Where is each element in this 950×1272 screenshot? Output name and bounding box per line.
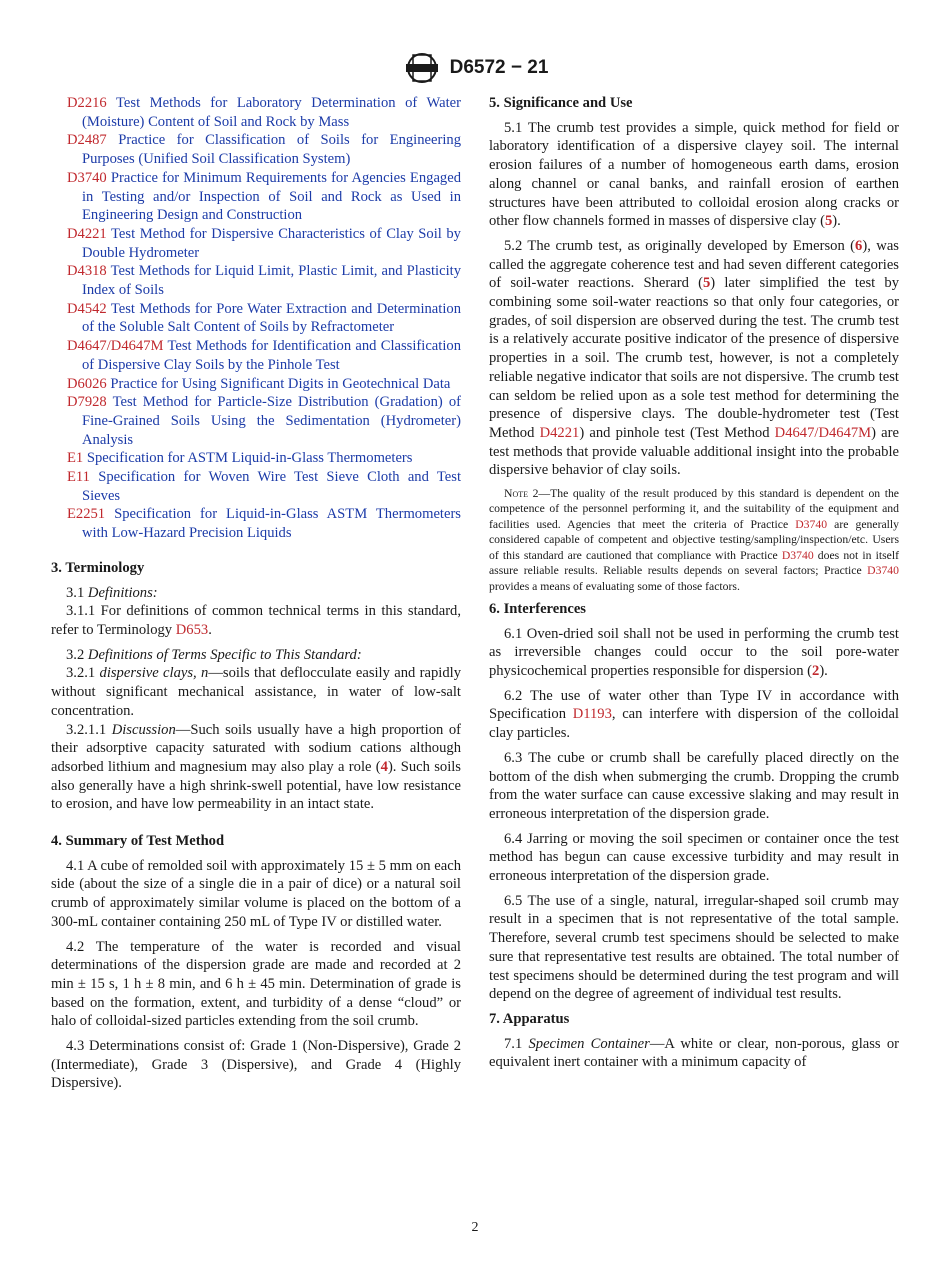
para-6-3: 6.3 The cube or crumb shall be carefully placed directly on the bottom of the dish when submerging the crumb. Dropping the crumb from the water surface can cause excessive slaking and may result in erroneous interpretation of the dispersion grade. [489, 749, 899, 822]
reference-title-link[interactable]: Practice for Using Significant Digits in Geotechnical Data [110, 375, 451, 392]
link-d3740[interactable]: D3740 [867, 564, 899, 578]
para-5-2: 5.2 The crumb test, as originally developed by Emerson (6), was called the aggregate coherence test and had seven different categories of soil-water reactions. Sherard (5) later simplified the test by combining some soil-water reactions so that only four categories, or grades, of soil dispersion are observed during the test. The crumb test is a relatively accurate positive indicator of the presence of dispersive properties in a soil. The crumb test, however, is not a completely reliable negative indicator that soils are not dispersive. The crumb test can seldom be relied upon as a sole test method for determining the presence of dispersive clays. The double-hydrometer test (Test Method D4221) and pinhole test (Test Method D4647/D4647M) are test methods that provide valuable additional insight into the probable dispersive behavior of clay soils. [489, 237, 899, 479]
reference-code-link[interactable]: D3740 [67, 169, 107, 186]
reference-item [51, 468, 461, 505]
reference-title-link[interactable]: Specification for Woven Wire Test Sieve Cloth and Test Sieves [82, 469, 461, 504]
reference-item [51, 262, 461, 299]
reference-code-link[interactable]: E1 [67, 450, 84, 467]
reference-item [51, 449, 461, 468]
reference-code-link[interactable]: D6026 [67, 375, 107, 392]
section-4-heading: 4. Summary of Test Method [51, 833, 225, 850]
citation-6[interactable]: 6 [855, 237, 863, 254]
reference-title-link[interactable]: Test Method for Particle-Size Distribution (Gradation) of Fine-Grained Soils Using the Sedimentation (Hydrometer) Analysis [82, 394, 461, 448]
para-3-1-1: 3.1.1 For definitions of common technical terms in this standard, refer to Terminology D653. [51, 603, 461, 638]
reference-code-link[interactable]: D4221 [67, 225, 107, 242]
reference-item [51, 505, 461, 542]
reference-code-link[interactable]: D4542 [67, 300, 107, 317]
link-d3740[interactable]: D3740 [781, 548, 814, 562]
reference-item [51, 225, 461, 262]
para-5-1: 5.1 The crumb test provides a simple, quick method for field or laboratory identification of a dispersive clayey soil. The internal erosion failures of a number of homogeneous earth dams, erosion along channel or canal banks, and rainfall erosion of earthen structures have been attributed to colloidal erosion along cracks or other flow channels formed in masses of dispersive clay (5). [489, 119, 899, 230]
page-header [0, 52, 950, 84]
reference-item [51, 131, 461, 168]
reference-item [51, 300, 461, 337]
section-7-heading: 7. Apparatus [489, 1010, 570, 1027]
reference-title-link[interactable]: Specification for ASTM Liquid-in-Glass Thermometers [86, 450, 413, 467]
para-4-1: 4.1 A cube of remolded soil with approximately 15 ± 5 mm on each side (about the size of a single die in a pair of dice) or a natural soil crumb of approximately similar volume is placed on the bottom of a 300-mL container containing 250 mL of Type IV or distilled water. [51, 857, 461, 930]
reference-title-link[interactable]: Test Method for Dispersive Characteristics of Clay Soil by Double Hydrometer [82, 225, 461, 261]
para-7-1: 7.1 Specimen Container—A white or clear, non-porous, glass or equivalent inert container with a minimum capacity of [489, 1035, 899, 1071]
citation-5[interactable]: 5 [702, 275, 711, 292]
reference-code-link[interactable]: D4318 [67, 263, 107, 280]
para-4-2: 4.2 The temperature of the water is recorded and visual determinations of the dispersion grade are made and recorded at 2 min ± 15 s, 1 h ± 8 min, and 6 h ± 45 min. Determination of grade is based on the formation, extent, and turbidity of a dense “cloud” or halo of colloidal-sized particles extending from the soil crumb. [51, 938, 461, 1030]
reference-item [51, 393, 461, 449]
reference-title-link[interactable]: Test Methods for Pore Water Extraction and Determination of the Soluble Salt Content of Soils by Refractometer [82, 300, 461, 336]
reference-code-link[interactable]: D2216 [67, 95, 107, 111]
para-6-4: 6.4 Jarring or moving the soil specimen or container once the test method has begun can cause excessive turbidity and may result in erroneous interpretation of the dispersion grade. [489, 830, 899, 885]
para-3-2: 3.2 Definitions of Terms Specific to This Standard: [66, 646, 362, 663]
para-6-1: 6.1 Oven-dried soil shall not be used in performing the crumb test as irreversible changes could occur to the soil pore-water physicochemical properties responsible for dispersion (2). [489, 625, 899, 680]
reference-item [51, 337, 461, 374]
para-3-1: 3.1 Definitions: [66, 584, 158, 601]
link-d3740[interactable]: D3740 [795, 517, 828, 531]
reference-code-link[interactable]: D7928 [67, 394, 107, 411]
note-2: Note 2—The quality of the result produced by this standard is dependent on the competence of the personnel performing it, and the suitability of the equipment and facilities used. Agencies that meet the criteria of Practice D3740 are generally considered capable of competent and objective testing/sampling/inspection/etc. Users of this standard are cautioned that compliance with Practice D3740 does not in itself assure reliable results. Reliable results depends on several factors; Practice D3740 provides a means of evaluating some of those factors. [489, 487, 899, 593]
reference-title-link[interactable]: Test Methods for Identification and Classification of Dispersive Clay Soils by the Pinhole Test [82, 338, 461, 373]
reference-title-link[interactable]: Test Methods for Laboratory Determination of Water (Moisture) Content of Soil and Rock by Mass [82, 95, 461, 130]
section-3-heading: 3. Terminology [51, 559, 145, 576]
reference-title-link[interactable]: Practice for Classification of Soils for Engineering Purposes (Unified Soil Classification System) [82, 132, 461, 168]
reference-code-link[interactable]: D2487 [67, 132, 107, 149]
link-d4647[interactable]: D4647/D4647M [774, 424, 872, 441]
para-6-2: 6.2 The use of water other than Type IV in accordance with Specification D1193, can interfere with dispersion of the colloidal clay particles. [489, 687, 899, 742]
standard-designation: D6572 − 21 [449, 57, 549, 78]
right-column [489, 94, 899, 1072]
section-5-heading: 5. Significance and Use [489, 95, 633, 111]
para-3-2-1: 3.2.1 dispersive clays, n—soils that deflocculate easily and rapidly without significant mechanical assistance, in water of low-salt concentration. [51, 665, 461, 719]
link-d653[interactable]: D653 [175, 621, 209, 638]
reference-list [51, 94, 461, 543]
para-4-3: 4.3 Determinations consist of: Grade 1 (Non-Dispersive), Grade 2 (Intermediate), Grade 3 (Dispersive), and Grade 4 (Highly Dispersive). [51, 1038, 461, 1092]
reference-item [51, 375, 461, 394]
link-d4221[interactable]: D4221 [539, 424, 580, 441]
astm-logo-icon [402, 52, 442, 84]
reference-code-link[interactable]: E2251 [67, 506, 106, 523]
citation-5[interactable]: 5 [824, 213, 833, 230]
page-number: 2 [471, 1220, 479, 1235]
reference-title-link[interactable]: Practice for Minimum Requirements for Agencies Engaged in Testing and/or Inspection of Soil and Rock as Used in Engineering Design and Construction [82, 169, 461, 224]
link-d1193[interactable]: D1193 [572, 706, 612, 723]
reference-code-link[interactable]: E11 [67, 469, 90, 486]
citation-4[interactable]: 4 [380, 758, 388, 775]
citation-2[interactable]: 2 [812, 663, 820, 680]
para-6-5: 6.5 The use of a single, natural, irregular-shaped soil crumb may result in a specimen that is not representative of the total sample. Therefore, several crumb test specimens should be selected to make sure that representative test results are obtained. The total number of test specimens should be determined during the test program and will depend on the degree of agreement of individual test results. [489, 892, 899, 1003]
para-3-2-1-1: 3.2.1.1 Discussion—Such soils usually have a high proportion of their adsorptive capacity saturated with sodium cations although adsorbed lithium and magnesium may also play a role (4). Such soils also generally have a high shrink-swell potential, have low resistance to erosion, and have low permeability in an intact state. [51, 721, 461, 813]
section-6-heading: 6. Interferences [489, 600, 586, 617]
reference-item [51, 169, 461, 225]
reference-title-link[interactable]: Test Methods for Liquid Limit, Plastic Limit, and Plasticity Index of Soils [82, 263, 461, 299]
reference-title-link[interactable]: Specification for Liquid-in-Glass ASTM Thermometers with Low-Hazard Precision Liquids [82, 506, 461, 542]
left-column [51, 94, 461, 1099]
reference-item [51, 94, 461, 131]
reference-code-link[interactable]: D4647/D4647M [67, 338, 164, 355]
